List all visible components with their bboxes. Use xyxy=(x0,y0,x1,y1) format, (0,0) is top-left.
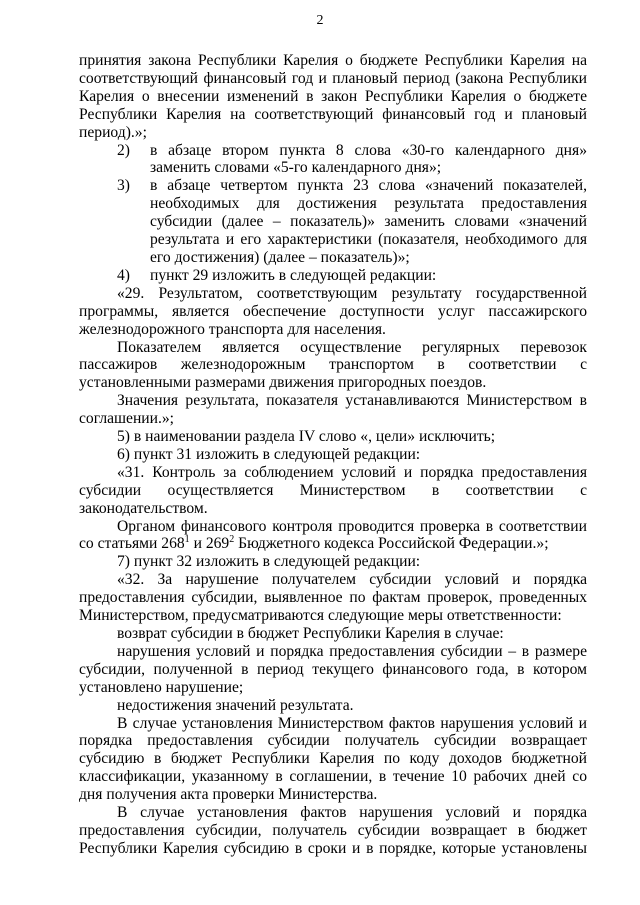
paragraph: В случае установления Министерством фактов нарушения условий и порядка предоставления субсидии получатель субсидии возвращает субсидию в бюджет Республики Карелия по коду доходов бюджетной классификации, указанному в соглашении, в течение 10 рабочих дней со дня получения акта проверки Министерства. xyxy=(79,714,587,804)
paragraph: «32. За нарушение получателем субсидии условий и порядка предоставления субсидии, выявленное по фактам проверок, проведенных Министерством, предусматриваются следующие меры ответственности: xyxy=(79,571,587,625)
text-span: Бюджетного кодекса Российской Федерации.»; xyxy=(234,535,549,553)
paragraph: принятия закона Республики Карелия о бюджете Республики Карелия на соответствующий финансовый год и плановый период (закона Республики Карелия о внесении изменений в закон Республики Карелия о бюджете Республики Карелия на соответствующий финансовый год и плановый период).»; xyxy=(79,52,587,141)
item-text: в абзаце четвертом пункта 23 слова «значений показателей, необходимых для достижения результата предоставления субсидии (далее – показатель)» заменить словами «значений результата и его характеристики (показателя, необходимого для его достижения) (далее – показатель)»; xyxy=(150,177,587,266)
document-body xyxy=(79,52,587,858)
paragraph: В случае установления фактов нарушения условий и порядка предоставления субсидии, получатель субсидии возвращает в бюджет Республики Карелия субсидию в сроки и в порядке, которые установлены xyxy=(79,804,587,857)
paragraph: 5) в наименовании раздела IV слово «, цели» исключить; xyxy=(117,428,496,446)
item-text: в абзаце втором пункта 8 слова «30-го календарного дня» заменить словами «5-го календарного дня»; xyxy=(150,141,587,177)
paragraph: 7) пункт 32 изложить в следующей редакции: xyxy=(117,553,421,571)
text-span: Органом финансового контроля проводится проверка в соответствии со статьями 268 xyxy=(79,517,587,553)
list-item xyxy=(79,142,587,178)
superscript: 1 xyxy=(184,534,190,546)
paragraph: нарушения условий и порядка предоставления субсидии – в размере субсидии, полученной в период текущего финансового года, в котором установлено нарушение; xyxy=(79,642,587,696)
paragraph: возврат субсидии в бюджет Республики Карелия в случае: xyxy=(117,625,504,642)
paragraph xyxy=(79,518,587,554)
page-number: 2 xyxy=(316,13,324,28)
item-text: пункт 29 изложить в следующей редакции: xyxy=(150,266,437,284)
paragraph: «31. Контроль за соблюдением условий и порядка предоставления субсидии осуществляется Министерством в соответствии с законодательством. xyxy=(79,463,587,517)
item-number: 2) xyxy=(117,141,130,159)
text-span: и 269 xyxy=(189,535,230,553)
item-number: 4) xyxy=(117,266,130,284)
paragraph: Значения результата, показателя устанавливаются Министерством в соглашении.»; xyxy=(79,392,587,428)
paragraph: недостижения значений результата. xyxy=(117,696,354,714)
item-number: 3) xyxy=(117,177,130,195)
paragraph: «29. Результатом, соответствующим результату государственной программы, является обеспечение доступности услуг пассажирского железнодорожного транспорта для населения. xyxy=(79,284,587,338)
list-item xyxy=(79,267,587,285)
paragraph: 6) пункт 31 изложить в следующей редакции: xyxy=(117,445,421,463)
list-item xyxy=(79,177,587,267)
paragraph: Показателем является осуществление регулярных перевозок пассажиров железнодорожным транспортом в соответствии с установленными размерами движения пригородных поездов. xyxy=(79,338,587,392)
superscript: 2 xyxy=(229,534,235,546)
